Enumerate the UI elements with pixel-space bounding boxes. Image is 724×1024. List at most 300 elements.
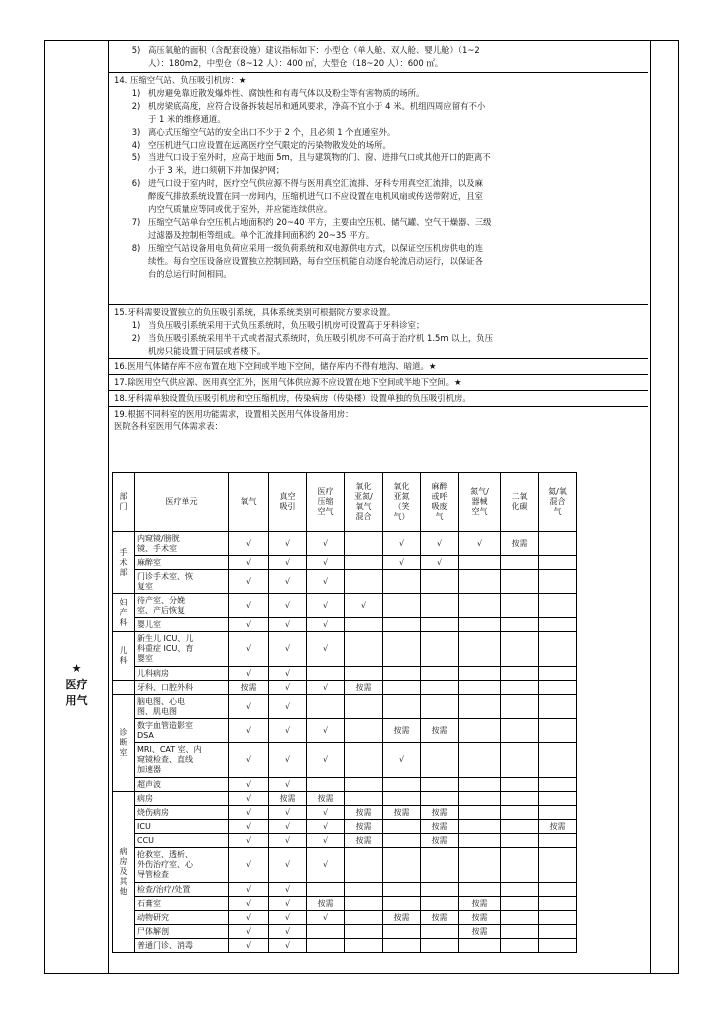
table-row [113, 743, 577, 778]
gas-cell: √ [269, 939, 307, 953]
unit-cell-line: MRI、CAT 室、内 [137, 745, 202, 754]
gas-cell: √ [307, 834, 345, 848]
gas-cell [501, 939, 539, 953]
item-14-1-line [131, 87, 425, 99]
table-row [113, 778, 577, 792]
unit-cell [135, 556, 229, 570]
gas-cell: √ [269, 911, 307, 925]
unit-cell-line: 数字血管造影室 [137, 720, 193, 730]
item-18-text [114, 393, 471, 404]
line-text: 过滤器及控制柜等组成。单个汇流排间面积约 20~35 平方。 [148, 229, 375, 240]
table-row [113, 848, 577, 883]
gas-cell [459, 792, 501, 806]
gas-cell: √ [307, 632, 345, 667]
gas-cell [459, 806, 501, 820]
gas-cell: 按需 [501, 532, 539, 556]
gas-cell: 按需 [421, 719, 459, 743]
gas-cell: √ [307, 532, 345, 556]
line-text: 高压氧舱的面积（含配套设施）建议指标如下：小型仓（单人舱、双人舱、婴儿舱）（1~2 [148, 45, 480, 55]
item-14-5-line [148, 165, 284, 176]
item-number: 2) [131, 332, 141, 343]
gas-cell [307, 883, 345, 897]
unit-cell-line: 石膏室 [137, 898, 161, 908]
header-gas-5-line: 氧化 [393, 482, 410, 491]
item-14-2-line [148, 114, 226, 125]
item-14-7-line [131, 216, 492, 228]
gas-cell [539, 778, 577, 792]
gas-cell [345, 532, 383, 556]
dept-cell-line: 儿 [119, 646, 128, 655]
header-gas-5-line: 气） [393, 512, 410, 521]
gas-cell [421, 897, 459, 911]
unit-cell-line: 科重症 ICU、育 [137, 644, 194, 653]
gas-cell: √ [383, 556, 421, 570]
unit-cell-line: 脑电图、心电 [137, 696, 185, 706]
gas-cell: √ [269, 570, 307, 594]
line-text: 人）：180m2，中型仓（8~12 人）：400 ㎡，大型仓（18~20 人）：600 ㎡。 [148, 57, 444, 68]
divider-before-item-19 [108, 406, 648, 407]
gas-cell: √ [269, 667, 307, 681]
gas-cell [501, 695, 539, 719]
line-text: 机房只能设置于同层或者楼下。 [148, 345, 266, 356]
unit-cell-line: 加速器 [137, 765, 161, 774]
column-divider-left [108, 41, 109, 973]
dept-cell-line: 科 [119, 656, 128, 665]
item-15-title [114, 307, 395, 318]
gas-cell: √ [269, 532, 307, 556]
gas-cell [459, 594, 501, 618]
header-gas-6-line: 或呼 [431, 492, 448, 501]
line-text: 离心式压缩空气站的安全出口不少于 2 个，且必须 1 个直通室外。 [148, 126, 396, 137]
dept-cell [113, 632, 135, 681]
gas-cell [539, 897, 577, 911]
gas-cell [459, 618, 501, 632]
gas-cell [459, 883, 501, 897]
gas-cell [421, 618, 459, 632]
gas-cell [501, 667, 539, 681]
line-text: 压缩空气站单台空压机占地面积约 20~40 平方，主要由空压机、储气罐、空气干燥器、三级 [148, 216, 492, 227]
gas-cell: √ [307, 570, 345, 594]
category-label-line1: 医疗 [65, 678, 88, 691]
gas-cell [345, 911, 383, 925]
gas-cell: √ [229, 848, 269, 883]
gas-cell [383, 594, 421, 618]
category-label-line2: 用气 [65, 694, 88, 707]
unit-cell [135, 883, 229, 897]
gas-cell: √ [307, 806, 345, 820]
item-14-4-line [131, 139, 391, 151]
item-14-7-line [148, 230, 374, 241]
gas-cell [383, 667, 421, 681]
gas-cell [383, 820, 421, 834]
item-17-text [114, 377, 461, 388]
gas-cell [459, 719, 501, 743]
gas-cell: √ [269, 883, 307, 897]
line-text: 进气口设于室内时，医疗空气供应源不得与医用真空汇流排、牙科专用真空汇流排，以及麻 [148, 178, 483, 189]
gas-cell: √ [229, 925, 269, 939]
line-text: 压缩空气站设备用电负荷应采用一级负荷系统和双电源供电方式，以保证空压机房供电的连 [148, 242, 483, 253]
gas-cell [501, 743, 539, 778]
gas-cell [459, 743, 501, 778]
gas-cell: 按需 [421, 820, 459, 834]
gas-cell [539, 594, 577, 618]
gas-cell: √ [229, 834, 269, 848]
gas-cell: √ [459, 532, 501, 556]
gas-cell: √ [229, 883, 269, 897]
unit-cell-line: 外伤治疗室、心 [137, 860, 193, 869]
gas-cell [421, 939, 459, 953]
header-gas-4 [345, 473, 383, 532]
gas-cell: 按需 [383, 806, 421, 820]
table-row [113, 618, 577, 632]
header-gas-9-line: 气 [553, 507, 562, 516]
table-row [113, 594, 577, 618]
unit-cell [135, 570, 229, 594]
gas-cell [459, 667, 501, 681]
unit-cell-line: 新生儿 ICU、儿 [137, 634, 194, 643]
header-gas-2-line: 吸引 [279, 502, 296, 511]
table-row [113, 834, 577, 848]
item-15-1-line [131, 319, 425, 331]
header-gas-3-line: 压缩 [317, 497, 334, 506]
gas-cell [501, 925, 539, 939]
dept-cell [113, 681, 135, 695]
header-gas-3 [307, 473, 345, 532]
item-14-3-line [131, 126, 396, 138]
gas-cell [539, 834, 577, 848]
gas-cell: √ [307, 556, 345, 570]
gas-cell: √ [229, 806, 269, 820]
gas-cell: √ [229, 570, 269, 594]
item-14-6-line [131, 178, 483, 189]
gas-cell [501, 570, 539, 594]
header-gas-6 [421, 473, 459, 532]
line-text: 台的总运行时间相同。 [148, 268, 232, 279]
gas-cell [383, 695, 421, 719]
dept-cell [113, 532, 135, 594]
gas-cell: 按需 [421, 911, 459, 925]
unit-cell [135, 778, 229, 792]
gas-cell [501, 594, 539, 618]
dept-cell-line: 部 [119, 567, 128, 577]
table-row [113, 681, 577, 695]
line-text: 19.根据不同科室的医用功能需求，设置相关医用气体设备用房： [114, 409, 354, 419]
item-5-line-1 [131, 45, 480, 56]
unit-cell [135, 792, 229, 806]
table-row [113, 556, 577, 570]
header-gas-4-line: 混合 [355, 512, 372, 521]
gas-cell [501, 883, 539, 897]
gas-cell: √ [229, 743, 269, 778]
gas-cell: √ [269, 778, 307, 792]
unit-cell [135, 806, 229, 820]
gas-cell [383, 632, 421, 667]
table-row [113, 792, 577, 806]
gas-cell [345, 778, 383, 792]
gas-cell [501, 834, 539, 848]
gas-cell [421, 925, 459, 939]
divider-before-item-15 [108, 304, 648, 305]
header-gas-4-line: 亚氮/ [354, 492, 373, 501]
gas-cell [345, 897, 383, 911]
unit-cell-line: 儿科病房 [137, 668, 169, 678]
gas-cell [307, 695, 345, 719]
unit-cell-line: 抢救室、透析、 [137, 850, 193, 859]
dept-cell [113, 594, 135, 632]
item-number: 5) [131, 152, 141, 163]
header-gas-8-line: 二氧 [511, 492, 528, 501]
gas-cell: 按需 [345, 681, 383, 695]
gas-cell: 按需 [383, 911, 421, 925]
item-15-2-line [148, 346, 265, 357]
gas-cell [345, 743, 383, 778]
item-19-title [114, 409, 353, 420]
item-number: 2) [131, 100, 141, 111]
dept-cell-line: 及 [119, 867, 128, 876]
gas-cell: √ [269, 897, 307, 911]
item-number: 7) [131, 216, 141, 227]
gas-cell: √ [269, 925, 307, 939]
item-number: 6) [131, 178, 141, 189]
table-row [113, 532, 577, 556]
table-row [113, 883, 577, 897]
gas-cell [345, 695, 383, 719]
gas-cell [421, 743, 459, 778]
gas-cell: √ [229, 820, 269, 834]
item-number: 1) [131, 87, 141, 98]
gas-cell: √ [269, 681, 307, 695]
line-text: 内空气质量应等同或优于室外，并应能连续供应。 [148, 204, 333, 214]
gas-cell: √ [229, 532, 269, 556]
gas-cell: √ [307, 911, 345, 925]
unit-cell [135, 911, 229, 925]
gas-cell: √ [269, 719, 307, 743]
table-row [113, 667, 577, 681]
unit-cell-line: 尸体解剖 [137, 926, 169, 936]
item-14-8-line [148, 269, 232, 280]
gas-cell [421, 695, 459, 719]
dept-cell-line: 断 [119, 738, 128, 747]
gas-cell: √ [383, 743, 421, 778]
gas-cell [421, 883, 459, 897]
header-gas-4-line: 氧气 [355, 502, 372, 511]
line-text: 空压机进气口应设置在远离医疗空气限定的污染物散发处的场所。 [148, 139, 391, 150]
dept-cell-line: 产 [119, 607, 128, 617]
gas-cell [501, 792, 539, 806]
unit-cell [135, 532, 229, 556]
gas-cell: √ [229, 618, 269, 632]
gas-cell: √ [229, 778, 269, 792]
gas-cell: 按需 [421, 806, 459, 820]
gas-cell [459, 632, 501, 667]
header-gas-9-line: 氦/氧 [548, 487, 567, 496]
dept-cell-line: 室 [119, 748, 128, 757]
gas-cell: 按需 [459, 925, 501, 939]
unit-cell-line: 病房 [137, 793, 153, 803]
unit-cell-line: 复室 [137, 581, 153, 591]
item-16-text [114, 361, 436, 372]
gas-cell [539, 532, 577, 556]
gas-cell: 按需 [345, 820, 383, 834]
table-row [113, 719, 577, 743]
gas-cell [539, 632, 577, 667]
gas-cell [501, 897, 539, 911]
dept-cell-line: 房 [119, 857, 128, 866]
gas-cell [345, 848, 383, 883]
header-gas-9 [539, 473, 577, 532]
unit-cell-line: 图、肌电图 [137, 706, 177, 716]
gas-cell: √ [229, 556, 269, 570]
gas-cell: √ [307, 719, 345, 743]
gas-cell [345, 667, 383, 681]
item-14-6-line [148, 204, 332, 215]
header-gas-7-line: 氮气/ [470, 487, 489, 496]
gas-cell [383, 778, 421, 792]
gas-cell [383, 848, 421, 883]
header-gas-1 [229, 473, 269, 532]
dept-cell-line: 其 [119, 877, 128, 886]
unit-cell-line: 导管检查 [137, 870, 169, 879]
gas-cell [539, 618, 577, 632]
gas-cell [539, 911, 577, 925]
gas-cell: 按需 [307, 792, 345, 806]
gas-cell: √ [269, 820, 307, 834]
table-row [113, 695, 577, 719]
gas-cell [501, 681, 539, 695]
unit-cell-line: 婴儿室 [137, 619, 161, 629]
gas-cell: 按需 [307, 897, 345, 911]
gas-cell: 按需 [459, 911, 501, 925]
dept-cell [113, 792, 135, 953]
gas-cell: √ [269, 556, 307, 570]
item-number: 5) [131, 45, 141, 55]
gas-cell: 按需 [229, 681, 269, 695]
unit-cell-line: 室、产后恢复 [137, 605, 185, 615]
unit-cell-line: 门诊手术室、恢 [137, 571, 193, 581]
unit-cell-line: 麻醉室 [137, 557, 161, 567]
gas-cell: √ [229, 911, 269, 925]
gas-cell: √ [229, 695, 269, 719]
header-dept-line: 门 [119, 502, 128, 511]
gas-cell [421, 792, 459, 806]
dept-cell [113, 695, 135, 792]
table-header-row [113, 473, 577, 532]
line-text: 18.牙科需单独设置负压吸引机房和空压缩机房，传染病房（传染楼）设置单独的负压吸引机房。 [114, 393, 471, 403]
line-text: 15.牙科需要设置独立的负压吸引系统，具体系统类别可根据院方要求设置。 [114, 307, 396, 317]
divider-before-item-18 [108, 390, 648, 391]
item-number: 1) [131, 319, 141, 330]
gas-cell [383, 883, 421, 897]
gas-cell [459, 834, 501, 848]
header-dept [113, 473, 135, 532]
divider-before-item-16 [108, 358, 648, 359]
line-text: 醉废气排放系统设置在同一房间内，压缩机进气口不应设置在电机风扇或传送带附近，且室 [148, 191, 483, 202]
column-divider-right [650, 41, 651, 973]
gas-cell: √ [345, 594, 383, 618]
gas-cell: √ [269, 618, 307, 632]
gas-cell: √ [421, 532, 459, 556]
gas-cell: √ [307, 618, 345, 632]
gas-cell: 按需 [269, 792, 307, 806]
gas-cell: √ [307, 594, 345, 618]
unit-cell [135, 632, 229, 667]
gas-cell [539, 695, 577, 719]
gas-cell [421, 570, 459, 594]
gas-cell: √ [269, 695, 307, 719]
unit-cell-line: CCU [137, 835, 155, 845]
gas-cell: √ [229, 667, 269, 681]
gas-cell [459, 820, 501, 834]
header-gas-3-line: 空气 [317, 507, 334, 516]
unit-cell [135, 719, 229, 743]
gas-cell: √ [269, 743, 307, 778]
gas-cell [539, 743, 577, 778]
gas-cell: √ [229, 939, 269, 953]
line-text: 17.除医用空气供应源、医用真空汇外，医用气体供应源不应设置在地下空间或半地下空间。★ [114, 377, 462, 387]
table-row [113, 897, 577, 911]
unit-cell-line: 烧伤病房 [137, 807, 169, 817]
unit-cell-line: 普通门诊、消毒 [137, 940, 193, 950]
gas-cell [539, 667, 577, 681]
line-text: 当负压吸引系统采用干式负压系统时，负压吸引机房可设置高于牙科诊室； [148, 319, 425, 330]
gas-cell: √ [269, 806, 307, 820]
gas-cell [345, 883, 383, 897]
gas-cell [383, 792, 421, 806]
gas-cell: √ [229, 792, 269, 806]
unit-cell [135, 848, 229, 883]
table-row [113, 925, 577, 939]
header-gas-9-line: 混合 [549, 497, 566, 506]
gas-cell [539, 848, 577, 883]
gas-cell [459, 939, 501, 953]
gas-cell [307, 778, 345, 792]
gas-cell [539, 939, 577, 953]
header-gas-6-line: 气 [435, 512, 444, 521]
gas-cell [345, 939, 383, 953]
line-text: 机房梁底高度，应符合设备拆装起吊和通风要求，净高不宜小于 4 米。机组四周应留有不小 [148, 100, 486, 111]
header-gas-5-line: 亚氮 [393, 492, 410, 501]
gas-cell: √ [269, 848, 307, 883]
gas-cell [345, 632, 383, 667]
gas-cell [421, 848, 459, 883]
dept-cell-line: 妇 [119, 597, 128, 607]
dept-cell-line: 术 [119, 557, 128, 567]
header-unit: 医疗单元 [135, 473, 229, 532]
unit-cell [135, 897, 229, 911]
gas-cell: √ [229, 594, 269, 618]
star-icon: ★ [71, 662, 82, 675]
unit-cell-line: 镜、手术室 [137, 543, 177, 553]
dept-cell-line: 诊 [119, 728, 128, 737]
gas-cell: 按需 [345, 834, 383, 848]
gas-cell: √ [229, 632, 269, 667]
gas-cell [539, 681, 577, 695]
item-19-subtitle [114, 421, 223, 432]
header-dept-line: 部 [119, 492, 128, 501]
header-gas-8 [501, 473, 539, 532]
gas-cell [501, 911, 539, 925]
gas-cell [459, 778, 501, 792]
gas-cell: √ [269, 834, 307, 848]
gas-cell [501, 806, 539, 820]
unit-cell [135, 939, 229, 953]
gas-cell: √ [229, 719, 269, 743]
unit-cell-line: 动物研究 [137, 912, 169, 922]
gas-cell [307, 667, 345, 681]
gas-cell [383, 618, 421, 632]
table-row [113, 632, 577, 667]
line-text: 续性。每台空压设备应设置独立控制回路，每台空压机能自动逐台轮流启动运行，以保证各 [148, 255, 483, 266]
